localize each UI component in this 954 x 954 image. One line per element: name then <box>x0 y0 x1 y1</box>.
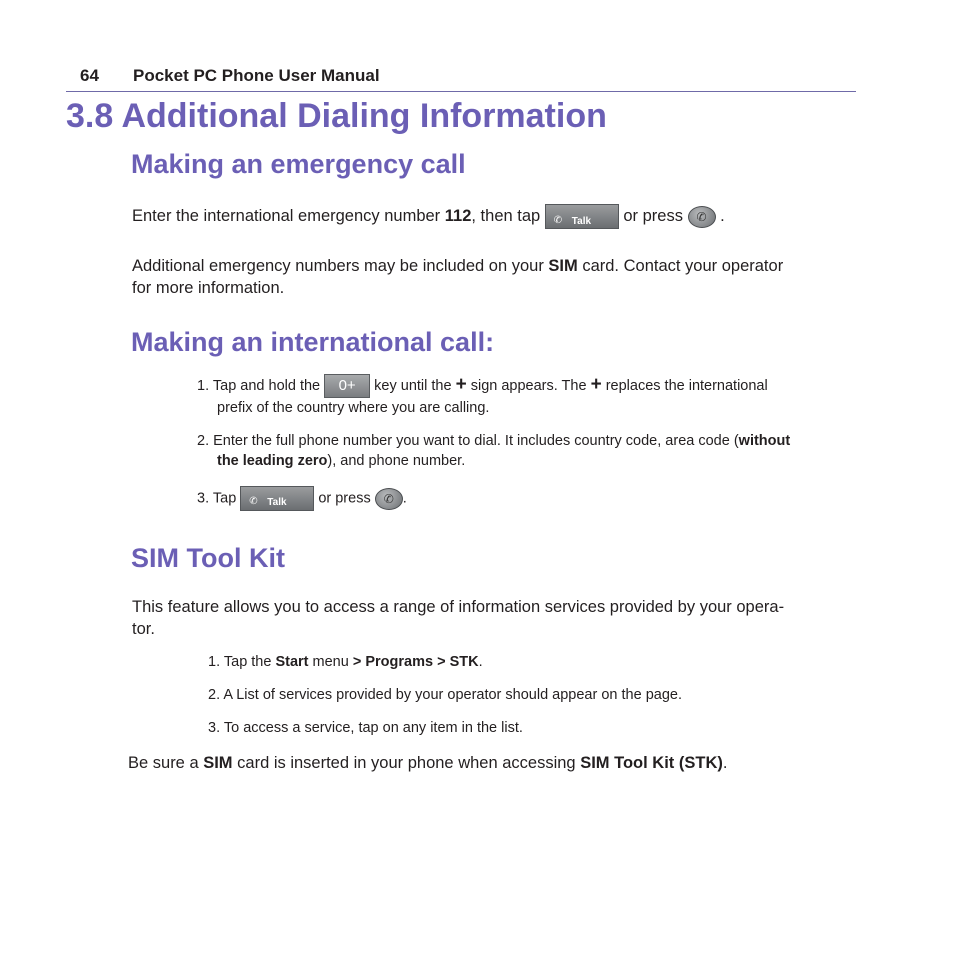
emergency-heading: Making an emergency call <box>131 149 466 179</box>
text: Tap <box>212 490 241 507</box>
stk-paragraph <box>132 596 872 640</box>
emergency-paragraph-1 <box>132 204 725 229</box>
page-number: 64 <box>80 66 99 85</box>
talk-label: Talk <box>267 497 287 508</box>
text: menu <box>308 654 353 670</box>
phone-handset-icon: ✆ <box>249 496 258 507</box>
plus-sign: + <box>455 373 467 395</box>
text: A List of services provided by your operator should appear on the page. <box>223 687 682 703</box>
step-number: 1. <box>197 377 210 394</box>
text: Additional emergency numbers may be included on your <box>132 257 549 275</box>
text: . <box>722 754 728 772</box>
text: Enter the full phone number you want to dial. It includes country code, area code ( <box>213 433 739 449</box>
phone-handset-icon: ✆ <box>553 215 563 226</box>
text: Enter the international emergency number <box>132 206 445 225</box>
text: or press <box>618 206 688 225</box>
step-number: 2. <box>197 433 210 449</box>
text: This feature allows you to access a range of information services provided by your opera- <box>132 598 785 616</box>
talk-label: Talk <box>571 216 592 227</box>
manual-title: Pocket PC Phone User Manual <box>133 66 380 85</box>
text: card is inserted in your phone when accessing <box>232 754 581 772</box>
stk-step-2 <box>208 685 682 705</box>
section-title <box>66 97 607 136</box>
emergency-paragraph-2 <box>132 255 872 299</box>
header-divider <box>66 91 856 92</box>
text: replaces the international <box>601 377 768 394</box>
step-number: 1. <box>208 654 221 670</box>
text: , then tap <box>471 206 545 225</box>
menu-path: > Programs > STK <box>352 654 479 670</box>
step-number: 3. <box>208 720 221 736</box>
talk-button <box>545 204 619 229</box>
emergency-number: 112 <box>444 206 472 225</box>
section-title-text: Additional Dialing Information <box>121 97 607 135</box>
text: Tap the <box>223 654 276 670</box>
text: ), and phone number. <box>327 453 466 469</box>
talk-button <box>240 486 314 511</box>
text: for more information. <box>132 279 285 297</box>
text: key until the <box>370 377 456 394</box>
stk-note <box>128 752 727 774</box>
text: sign appears. The <box>466 377 591 394</box>
text: . <box>402 490 407 507</box>
plus-sign: + <box>590 373 602 395</box>
stk-step-1 <box>208 652 483 672</box>
text: Tap and hold the <box>212 377 325 394</box>
intl-step-3 <box>197 486 407 511</box>
section-number: 3.8 <box>66 97 114 135</box>
text: tor. <box>132 620 155 638</box>
stk-term: SIM Tool Kit (STK) <box>580 754 723 772</box>
sim-term: SIM <box>548 257 578 275</box>
text: card. Contact your operator <box>577 257 784 275</box>
zero-plus-key: 0+ <box>324 374 370 398</box>
text: or press <box>314 490 375 507</box>
intl-step-1 <box>197 374 768 398</box>
stk-heading: SIM Tool Kit <box>131 543 285 573</box>
sim-term: SIM <box>203 754 233 772</box>
step-number: 3. <box>197 490 210 507</box>
text: . <box>715 206 725 225</box>
text: . <box>478 654 483 670</box>
stk-step-3 <box>208 718 523 738</box>
bold-text: without <box>738 433 791 449</box>
bold-text: the leading zero <box>217 453 328 469</box>
start-menu-term: Start <box>275 654 309 670</box>
international-heading: Making an international call: <box>131 327 495 357</box>
round-phone-key-icon: ✆ <box>375 488 403 510</box>
round-phone-key-icon: ✆ <box>688 206 716 228</box>
intl-step-2 <box>197 431 790 451</box>
intl-step-2-line-2 <box>217 451 465 471</box>
step-number: 2. <box>208 687 221 703</box>
intl-step-1-line-2: prefix of the country where you are calling. <box>217 400 490 416</box>
text: Be sure a <box>128 754 204 772</box>
text: To access a service, tap on any item in the list. <box>223 720 523 736</box>
